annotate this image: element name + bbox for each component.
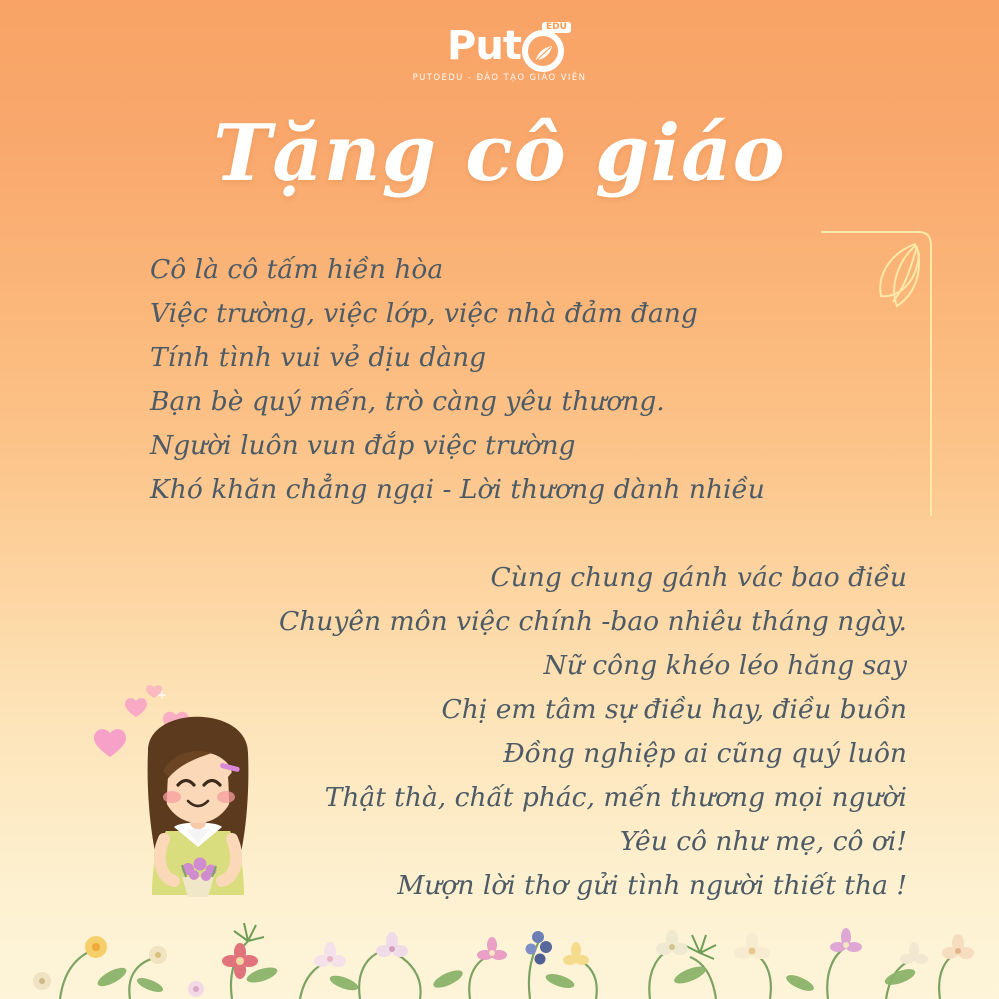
poem-stanza-left [150,248,765,512]
flower-border-illustration [0,869,999,999]
poem-line: Chuyên môn việc chính -bao nhiêu tháng ngày. [278,606,907,637]
poem-line: Bạn bè quý mến, trò càng yêu thương. [150,386,665,417]
page-title: Tặng cô giáo [213,108,786,199]
poem-line: Tính tình vui vẻ dịu dàng [150,342,487,373]
brand-logo [0,22,999,83]
poem-line: Cùng chung gánh vác bao điều [490,562,907,593]
poem-line: Yêu cô như mẹ, cô ơi! [619,826,907,857]
logo-o-letter [522,22,567,60]
leaf-branch-icon [819,224,939,524]
logo-badge: EDU [542,22,571,33]
logo-text: Put [447,23,521,69]
poem-stanza-right [279,556,907,908]
leaf-icon [534,44,554,62]
poem-line: Thật thà, chất phác, mến thương mọi người [324,782,907,813]
poem-line: Việc trường, việc lớp, việc nhà đảm đang [150,298,698,329]
poem-line: Đồng nghiệp ai cũng quý luôn [503,738,907,769]
poem-line: Người luôn vun đắp việc trường [150,430,576,461]
poem-line: Cô là cô tấm hiền hòa [150,254,444,285]
logo-tagline: PUTOEDU - ĐÀO TẠO GIÁO VIÊN [412,73,587,83]
poem-line: Mượn lời thơ gửi tình người thiết tha ! [397,870,907,901]
logo-wordmark [447,22,567,69]
poem-line: Khó khăn chẳng ngại - Lời thương dành nhiều [150,474,765,505]
poem-line: Nữ công khéo léo hăng say [543,650,907,681]
poem-line: Chị em tâm sự điều hay, điều buồn [441,694,907,725]
